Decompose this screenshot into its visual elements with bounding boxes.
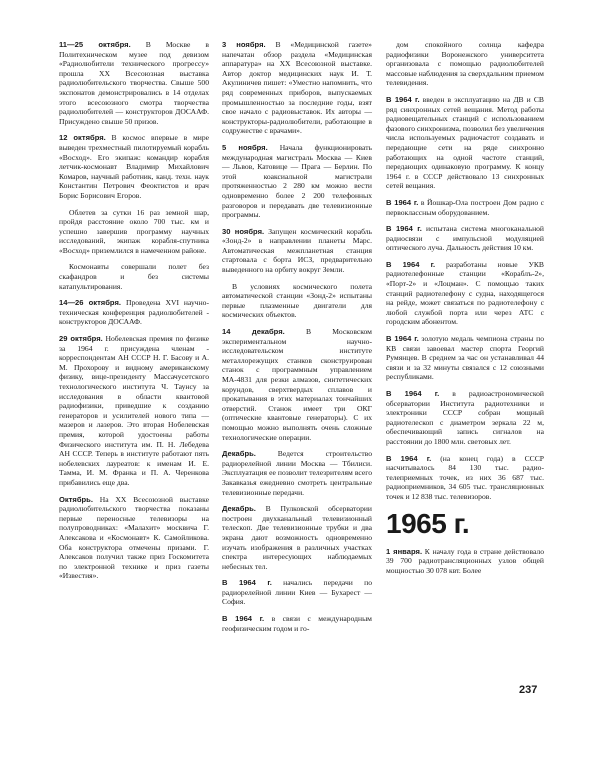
entry-date: В 1964 г. (386, 453, 432, 463)
entry-date: 11—25 октября. (59, 40, 131, 49)
entry-text: Космонавты совершали полет без скафандров и без системы катапультирования. (59, 262, 209, 291)
chronicle-entry (59, 133, 209, 200)
entry-date: Декабрь. (222, 449, 256, 459)
chronicle-entry (222, 449, 372, 497)
chronicle-entry (222, 282, 372, 320)
chronicle-entry (59, 40, 209, 126)
entry-text: начались передачи по радиорелейной линии Киев — Бухарест — София. (222, 578, 372, 607)
chronicle-entry (222, 614, 372, 633)
entry-text: В Москве в Политехническом музее под девизом «Радиолюбители технического прогрессу» прошла XX Всесоюзная выставка радиолюбительского творчества. Свыше 500 экспонатов демонстрировались в 14 отделах этого всесоюзного смотра творчества радиолюбителей — конструкторов ДОСААФ. Присуждено свыше 50 призов. (59, 40, 209, 126)
entry-text: в радиоастрономической обсерватории Института радиотехники и электроники СССР собран мощный радиотелескоп с диаметром зеркала 22 м, обеспечивающий запись сигналов на расстоянии до 1800 млн. световых лет. (386, 389, 544, 446)
entry-text: в связи с международным геофизическим годом и го- (222, 614, 372, 633)
entry-text: Запущен космический корабль «Зонд-2» в направлении планеты Марс. Автоматическая межпланетная станция стартовала с борта ИСЗ, предварительно выведенного на орбиту вокруг Земли. (222, 226, 372, 275)
chronicle-entry (386, 224, 544, 253)
chronicle-entry (222, 504, 372, 571)
entry-text: золотую медаль чемпиона страны по КВ связи завоевал мастер спорта Георгий Румянцев. В среднем за час он устанавливал 44 связи и за 32 минуты связался с 12 союзными республиками. (386, 334, 545, 382)
entry-text: в Йошкар-Ола построен Дом радио с первоклассным оборудованием. (386, 197, 545, 217)
chronicle-entry (59, 298, 209, 327)
entry-text: К началу года в стране действовало 39 700 радиотрансляционных узлов общей мощностью 30 078 квт. Более (386, 546, 544, 575)
chronicle-entry (59, 334, 209, 488)
entry-date: 14—26 октября. (59, 298, 122, 308)
entry-date: В 1964 г. (386, 259, 436, 269)
chronicle-entry (386, 95, 544, 191)
chronicle-entry (222, 227, 372, 275)
entry-date: 5 ноября. (222, 142, 268, 152)
column-2 (222, 40, 372, 640)
chronicle-entry (222, 327, 372, 442)
entry-date: 1 января. (386, 546, 423, 556)
entry-date: В 1964 г. (386, 197, 419, 207)
chronicle-entry (59, 262, 209, 291)
entry-date: В 1964 г. (386, 94, 420, 104)
year-heading: 1965 г. (386, 507, 470, 539)
entry-text: дом спокойного солнца кафедра радиофизики Воронежского университета организовала с помощью радиолюбителей массовые наблюдения за сверхдальним приемом телевидения. (386, 40, 544, 88)
entry-date: 30 ноября. (222, 226, 265, 236)
chronicle-entry (222, 40, 372, 136)
entry-date: В 1964 г. (386, 224, 422, 234)
chronicle-entry (386, 547, 544, 576)
entry-text: введен в эксплуатацию на ДВ и СВ ряд синхронных сетей вещания. Метод работы радиовещательных станций с использованием фазового синхронизма, позволил без увеличения числа используемых радиочастот создавать и передающие сети на ряде синхронно работающих на одной частоте станций, передающих одинаковую программу. К концу 1964 г. в СССР действовало 13 синхронных сетей вещания. (386, 94, 544, 191)
entry-text: Нобелевская премия по физике за 1964 г. присуждена членам - корреспондентам АН СССР Н. Г. Басову и А. М. Прохорову и видному американскому физику, вице-президенту Массачусетского технологического института Ч. Таунсу за исследования в области квантовой радиофизики, приведшие к созданию генераторов и усилителей нового типа — мазеров и лазеров. Это вторая Нобелевская премия, которой удостоены работы Физического института им. П. Н. Лебедева АН СССР. Теперь в институте работают пять нобелевских лауреатов: к именам И. Е. Тамма, И. М. Франка и П. А. Черенкова прибавились еще два. (59, 334, 210, 487)
chronicle-entry (59, 495, 209, 581)
chronicle-entry (386, 334, 544, 382)
entry-date: Октябрь. (59, 494, 93, 504)
entry-text: В космос впервые в мире выведен трехместный пилотируемый корабль «Восход». Его экипаж: командир корабля летчик-космонавт Владимир Михайлович Комаров, научный работник, канд. техн. наук Константин Петрович Феоктистов и врач Борис Борисович Егоров. (59, 133, 209, 200)
entry-date: В 1964 г. (386, 334, 419, 344)
chronicle-entry (59, 208, 209, 256)
entry-date: В 1964 г. (386, 389, 440, 398)
entry-date: 14 декабря. (222, 327, 285, 337)
entry-text: Ведется строительство радиорелейной линии Москва — Тбилиси. Эксплуатация ее позволит телезрителям всего Закавказья ежедневно смотреть центральные телевизионные передачи. (222, 449, 372, 497)
column-1 (59, 40, 209, 588)
entry-text: В условиях космического полета автоматической станции «Зонд-2» испытаны первые плазменные двигатели для космических объектов. (222, 281, 372, 320)
column-3 (386, 40, 544, 582)
entry-text: Начала функционировать международная магистраль Москва — Киев — Львов, Катовице — Прага — Берлин. По этой коаксиальной магистрали протяженностью 2 280 км можно вести одновременно более 2 200 телефонных разговоров и передавать две телевизионные программы. (222, 142, 372, 220)
entry-date: 3 ноября. (222, 40, 266, 49)
chronicle-entry (386, 40, 544, 88)
chronicle-entry (222, 143, 372, 220)
entry-text: В «Медицинской газете» напечатан обзор раздела «Медицинская аппаратура» на XX Всесоюзной выставке. Автор доктор медицинских наук И. Т. Акулиничев пишет: «Уместно напомнить, что ряд современных приборов, выпускаемых промышленностью за последние годы, взят свое начало с радиовыставок. Их авторы — конструкторы-радиолюбители, работающие в содружестве с врачами». (222, 40, 372, 136)
entry-date: Декабрь. (222, 504, 256, 514)
chronicle-entry (386, 389, 544, 447)
entry-text: испытана система многоканальной радиосвязи с импульсной модуляцией оптического луча. Дальность действия 10 км. (386, 224, 544, 253)
entry-text: Проведена XVI научно-техническая конференция радиолюбителей - конструкторов ДОСААФ. (59, 298, 209, 327)
chronicle-entry (386, 198, 544, 217)
entry-text: Облетев за сутки 16 раз земной шар, пройдя расстояние около 700 тыс. км и успешно завершив программу научных исследований, экипаж корабля-спутника «Восход» приземлился в намеченном районе. (59, 207, 209, 255)
entry-date: В 1964 г. (222, 614, 265, 624)
page-number: 237 (519, 684, 538, 696)
entry-text: В Пулковской обсерватории построен двухканальный телевизионный телескоп. Две телевизионные трубки и два экрана дают возможность одновременно изучать изображения в различных участках спектра интересующих наблюдаемых небесных тел. (222, 504, 372, 571)
entry-text: разработаны новые УКВ радиотелефонные станции «Кораблъ-2», «Порт-2» и «Лоцман». С помощью таких станций радиотелефону с судна, находящегося на рейде, может связаться по радиотелефону с любой службой порта или через АТС с городским абонентом. (386, 259, 544, 327)
chronicle-entry (222, 578, 372, 607)
entry-date: 29 октября. (59, 334, 103, 344)
entry-date: 12 октября. (59, 133, 106, 143)
entry-text: На XX Всесоюзной выставке радиолюбительского творчества показаны первые переносные телевизоры на полупроводниках: «Малахит» москвича Г. Алексакова и «Космонавт» К. Самойликова. Оба конструктора отмечены призами. Г. Алексаков получил также приз Госкомитета по электронной технике и приз газеты «Известия». (59, 494, 209, 581)
chronicle-entry (386, 454, 544, 502)
entry-text: В Московском экспериментальном научно-исследовательском институте металлорежущих станков сконструирован станок с программным управлением МА-4831 для резки алмазов, синтетических корундов, сверхтвердых сплавов и прокатывания в этих материалах тончайших отверстий. Станок имеет три ОКГ (оптические квантовые генераторы). С их помощью можно выполнять очень сложные технологические операции. (222, 327, 372, 442)
entry-text: (на конец года) в СССР насчитывалось 84 130 тыс. радио- телеприемных точек, из них 36 687 тыс. радиоприемников, 34 605 тыс. трансляционных точек и 12 838 тыс. телевизоров. (386, 453, 545, 501)
chronicle-entry (386, 260, 544, 327)
entry-date: В 1964 г. (222, 578, 272, 588)
